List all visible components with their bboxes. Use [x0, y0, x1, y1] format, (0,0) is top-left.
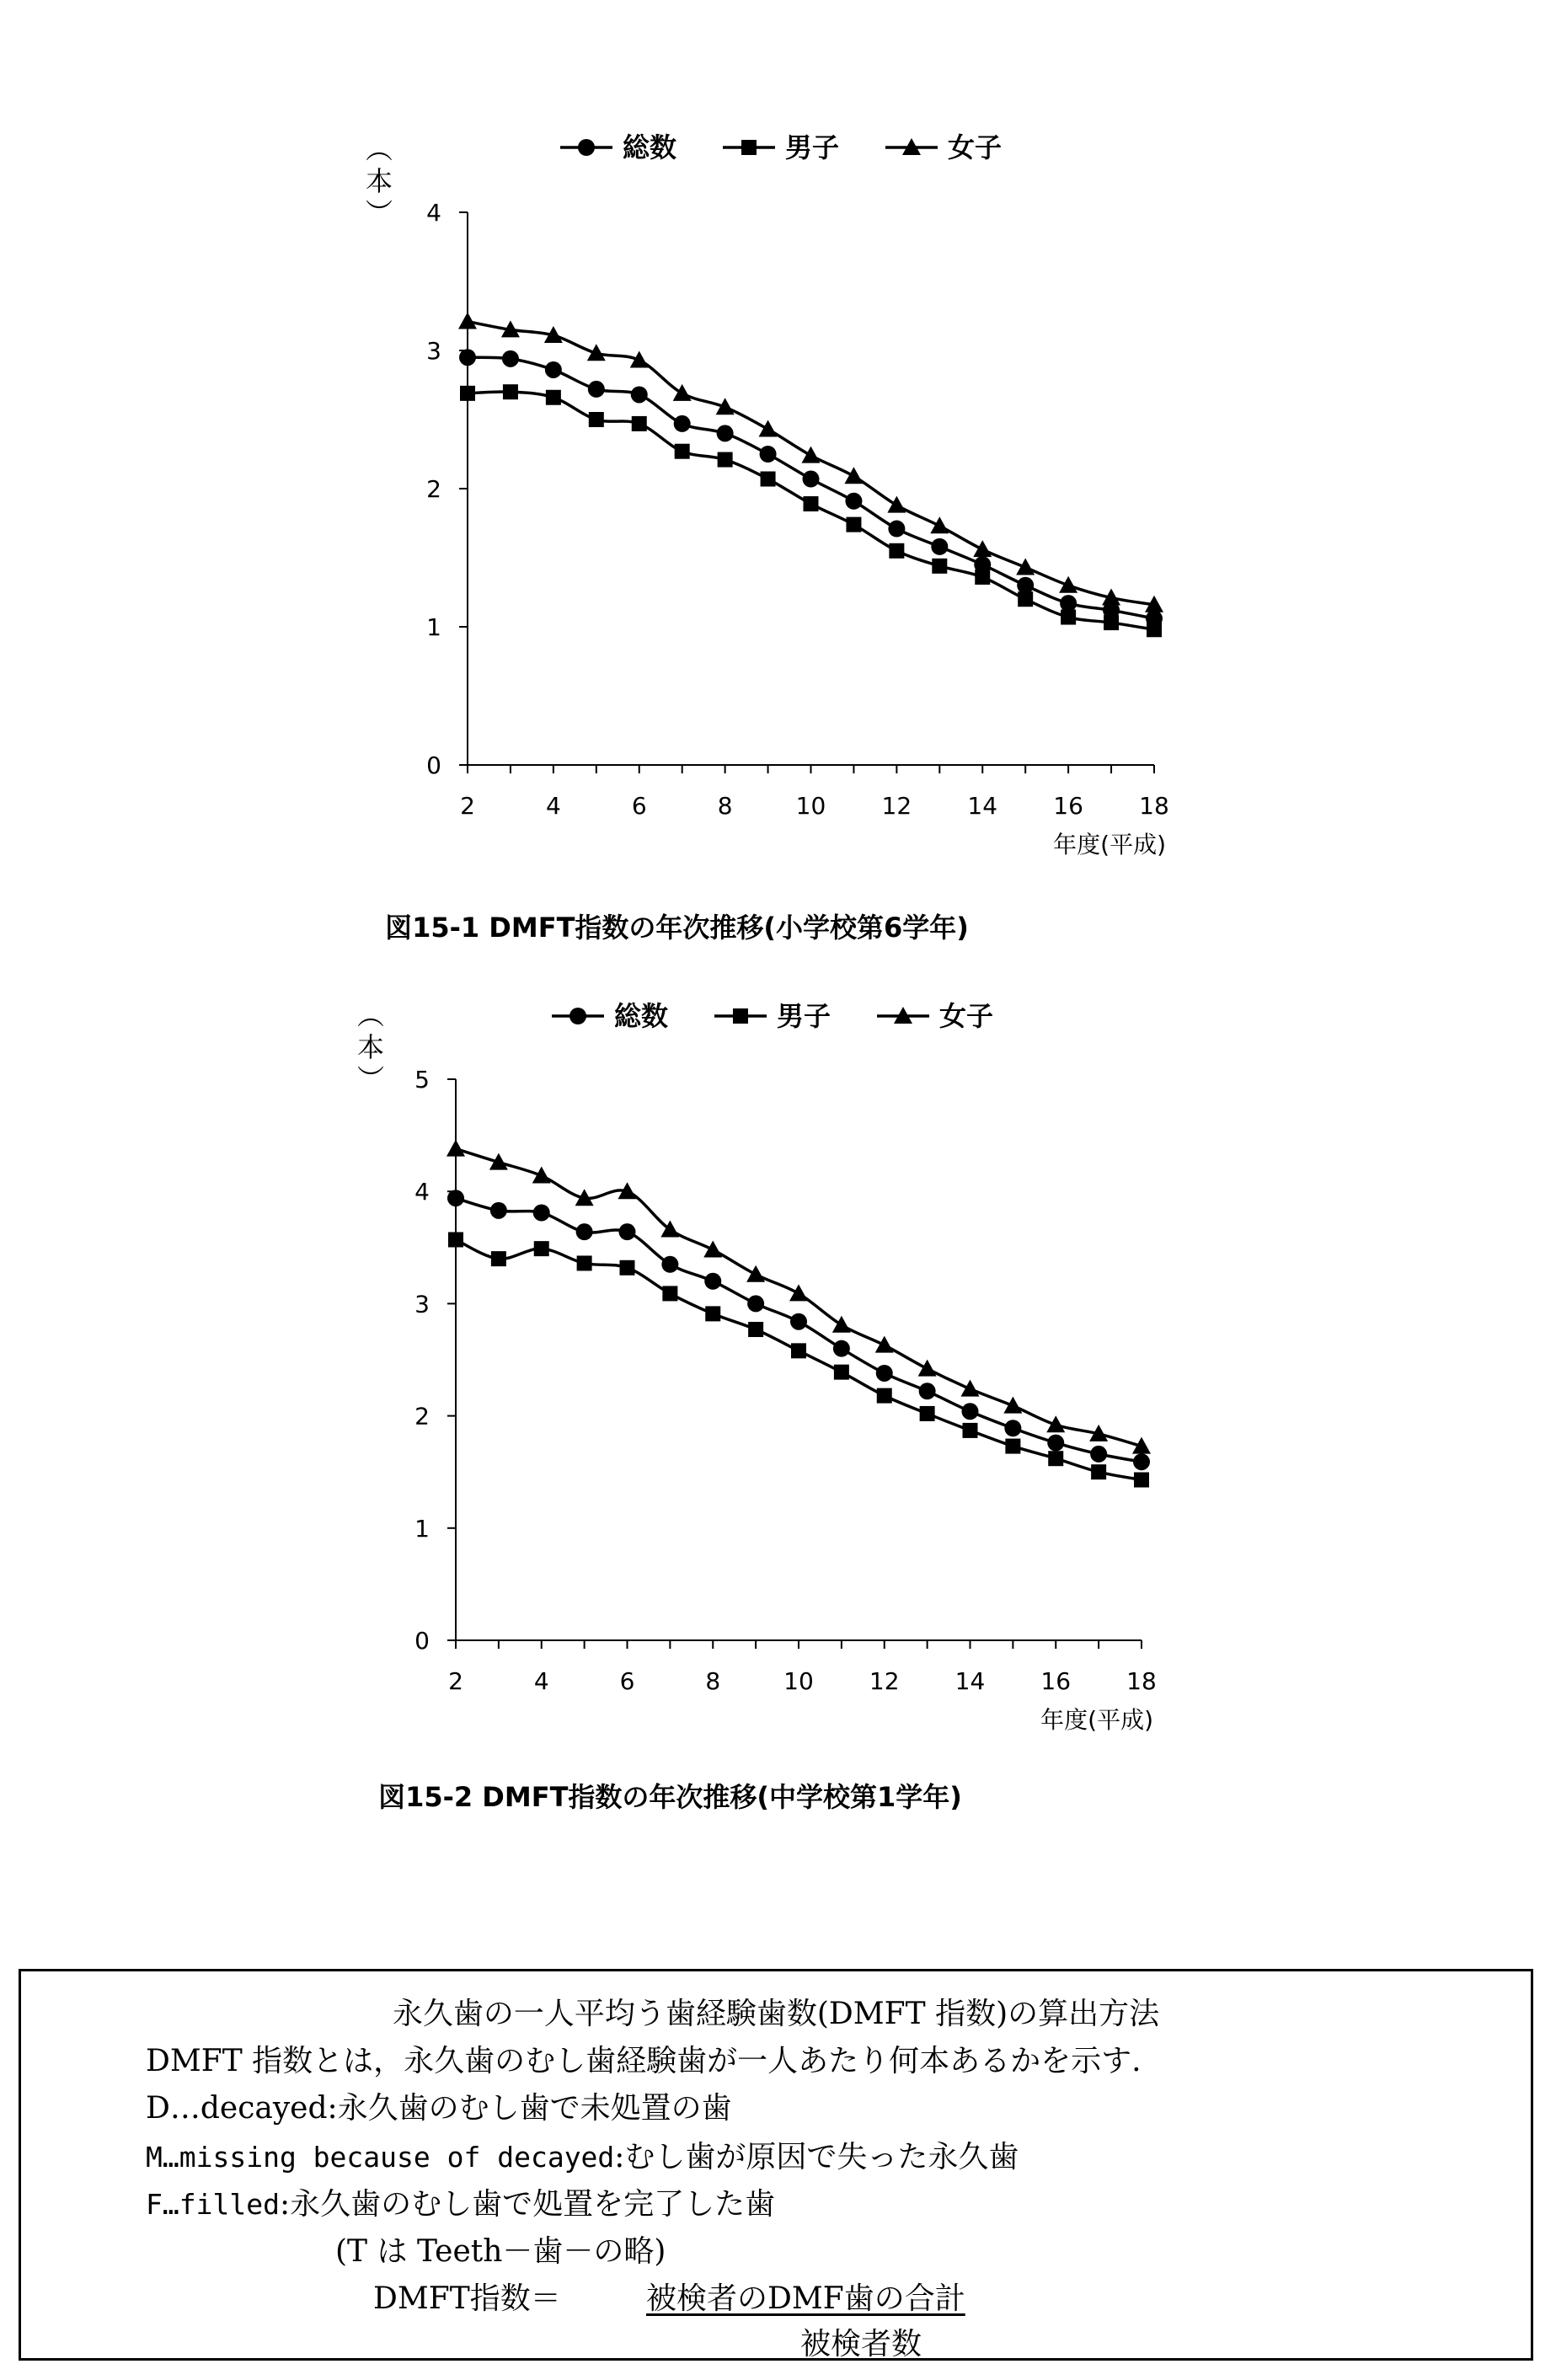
- data-point-circle: [1017, 577, 1034, 594]
- x-tick-label: 18: [1139, 792, 1169, 820]
- y-axis-label-char: ︵: [356, 999, 385, 1031]
- data-point-square: [503, 384, 518, 399]
- data-point-square: [761, 472, 776, 487]
- data-point-square: [889, 543, 904, 559]
- m-text: :むし歯が原因で失った永久歯: [614, 2140, 1019, 2174]
- f-text: :永久歯のむし歯で処置を完了した歯: [279, 2187, 776, 2222]
- data-point-circle: [588, 381, 605, 398]
- legend-marker-circle: [569, 1008, 586, 1024]
- definition-t-note: (T は Teeth－歯－の略): [335, 2234, 666, 2269]
- data-point-square: [589, 412, 604, 427]
- data-point-triangle: [1059, 576, 1077, 593]
- data-point-circle: [1047, 1435, 1064, 1452]
- data-point-circle: [845, 493, 862, 510]
- legend-label: 男子: [785, 131, 840, 163]
- legend-label: 総数: [614, 1000, 669, 1032]
- data-point-square: [632, 416, 647, 431]
- data-point-circle: [1090, 1446, 1107, 1463]
- data-point-square: [460, 386, 475, 401]
- data-point-square: [448, 1232, 463, 1247]
- data-point-square: [1104, 615, 1119, 630]
- data-point-square: [846, 517, 861, 532]
- data-point-square: [975, 570, 990, 585]
- data-point-circle: [576, 1223, 593, 1240]
- data-point-triangle: [832, 1316, 851, 1333]
- definition-f: [146, 2180, 775, 2223]
- data-point-triangle: [844, 467, 863, 484]
- data-point-circle: [447, 1190, 464, 1206]
- x-axis-label: 年度(平成): [1040, 1706, 1153, 1734]
- data-point-triangle: [759, 420, 778, 436]
- data-point-circle: [931, 538, 948, 555]
- definition-title: 永久歯の一人平均う歯経験歯数(DMFT 指数)の算出方法: [392, 1997, 1160, 2031]
- definition-description: DMFT 指数とは，永久歯のむし歯経験歯が一人あたり何本あるかを示す.: [146, 2044, 1142, 2078]
- y-tick-label: 4: [414, 1178, 430, 1206]
- definition-d: [146, 2084, 732, 2127]
- x-tick-label: 14: [967, 792, 998, 820]
- x-tick-label: 16: [1040, 1667, 1072, 1695]
- data-point-circle: [459, 349, 476, 366]
- data-point-square: [1005, 1439, 1020, 1454]
- data-point-triangle: [746, 1265, 765, 1282]
- d-text: :永久歯のむし歯で未処置の歯: [327, 2091, 732, 2126]
- data-point-square: [877, 1388, 892, 1404]
- x-tick-label: 16: [1053, 792, 1083, 820]
- legend-label: 男子: [777, 1000, 831, 1032]
- chart-caption-1: 図15-1 DMFT指数の年次推移(小学校第6学年): [385, 912, 969, 944]
- x-tick-label: 6: [631, 792, 647, 820]
- data-point-triangle: [1016, 558, 1035, 575]
- data-point-triangle: [1003, 1397, 1022, 1414]
- data-point-square: [834, 1365, 849, 1380]
- data-point-circle: [1004, 1420, 1021, 1436]
- data-point-triangle: [918, 1360, 937, 1377]
- data-point-square: [1091, 1464, 1106, 1479]
- f-code: F…filled: [146, 2188, 280, 2221]
- data-point-circle: [619, 1223, 636, 1240]
- chart-caption-2: 図15-2 DMFT指数の年次推移(中学校第1学年): [378, 1781, 962, 1813]
- data-point-circle: [674, 415, 691, 432]
- data-point-circle: [490, 1202, 507, 1219]
- legend-marker-square: [733, 1008, 748, 1024]
- x-tick-label: 2: [448, 1667, 463, 1695]
- formula-lhs: DMFT指数＝: [373, 2281, 561, 2316]
- data-point-triangle: [446, 1140, 465, 1157]
- y-tick-label: 3: [426, 337, 441, 365]
- y-axis-label-char: ︶: [356, 1063, 385, 1095]
- x-tick-label: 8: [705, 1667, 721, 1695]
- x-tick-label: 10: [795, 792, 826, 820]
- data-point-circle: [704, 1273, 721, 1290]
- data-point-square: [718, 452, 733, 468]
- y-axis-label-char: 本: [356, 1031, 385, 1063]
- data-point-square: [491, 1251, 506, 1266]
- data-point-circle: [790, 1313, 807, 1330]
- definition-m: [146, 2133, 1019, 2176]
- x-tick-label: 18: [1126, 1667, 1157, 1695]
- legend-marker-circle: [578, 139, 595, 156]
- legend-marker-square: [741, 140, 757, 155]
- formula-numerator: 被検者のDMF歯の合計: [646, 2281, 965, 2316]
- d-code: D…decayed: [146, 2091, 328, 2126]
- data-point-square: [577, 1255, 592, 1270]
- x-tick-label: 10: [783, 1667, 814, 1695]
- x-tick-label: 2: [460, 792, 475, 820]
- data-point-circle: [1060, 595, 1077, 612]
- data-point-circle: [962, 1403, 979, 1420]
- data-point-circle: [919, 1383, 936, 1399]
- y-tick-label: 4: [426, 199, 441, 227]
- data-point-triangle: [703, 1240, 722, 1257]
- data-point-triangle: [930, 516, 949, 533]
- data-point-circle: [631, 386, 648, 403]
- data-point-triangle: [973, 540, 992, 557]
- data-point-circle: [760, 446, 777, 463]
- series-line-square: [456, 1239, 1142, 1479]
- data-point-triangle: [961, 1380, 980, 1397]
- data-point-triangle: [875, 1336, 894, 1353]
- data-point-square: [920, 1406, 935, 1421]
- legend-label: 総数: [623, 131, 677, 163]
- data-point-circle: [803, 471, 820, 488]
- y-tick-label: 1: [414, 1514, 430, 1543]
- data-point-circle: [533, 1205, 550, 1222]
- data-point-square: [804, 496, 819, 511]
- legend-label: 女子: [948, 131, 1003, 163]
- data-point-circle: [833, 1340, 850, 1357]
- x-axis-label: 年度(平成): [1053, 831, 1166, 858]
- data-point-square: [1061, 610, 1076, 625]
- data-point-square: [534, 1241, 549, 1256]
- data-point-square: [546, 390, 561, 405]
- data-point-circle: [747, 1295, 764, 1312]
- chart-primary-school: [0, 0, 1556, 901]
- x-tick-label: 8: [717, 792, 733, 820]
- data-point-square: [963, 1423, 978, 1438]
- data-point-square: [1048, 1451, 1063, 1466]
- data-point-triangle: [887, 496, 906, 513]
- y-axis-label-char: ︵: [365, 133, 393, 165]
- data-point-circle: [1133, 1453, 1150, 1470]
- data-point-square: [791, 1343, 806, 1358]
- y-tick-label: 0: [426, 751, 441, 779]
- data-point-square: [1134, 1473, 1149, 1488]
- y-tick-label: 2: [414, 1402, 430, 1431]
- data-point-square: [662, 1286, 677, 1301]
- data-point-square: [1147, 622, 1162, 637]
- y-axis-label-char: 本: [365, 165, 393, 197]
- series-line-triangle: [468, 322, 1154, 605]
- y-tick-label: 1: [426, 613, 441, 641]
- dmft-definition-box: [19, 1969, 1533, 2361]
- x-tick-label: 4: [545, 792, 561, 820]
- y-tick-label: 2: [426, 475, 441, 503]
- formula-denominator: 被検者数: [800, 2327, 922, 2361]
- y-tick-label: 0: [414, 1627, 430, 1655]
- data-point-square: [748, 1322, 763, 1337]
- x-tick-label: 4: [533, 1667, 549, 1695]
- data-point-triangle: [458, 313, 477, 329]
- data-point-circle: [502, 350, 519, 367]
- x-tick-label: 12: [869, 1667, 900, 1695]
- m-code: M…missing because of decayed: [146, 2141, 615, 2174]
- legend-label: 女子: [939, 1000, 994, 1032]
- data-point-square: [932, 559, 947, 574]
- data-point-circle: [661, 1256, 678, 1273]
- data-point-square: [705, 1306, 720, 1321]
- data-point-triangle: [789, 1284, 808, 1301]
- data-point-square: [1018, 591, 1033, 607]
- chart-junior-high-school: [0, 977, 1556, 1769]
- data-point-triangle: [673, 384, 692, 401]
- data-point-circle: [888, 521, 905, 538]
- y-tick-label: 5: [414, 1066, 430, 1094]
- data-point-triangle: [802, 447, 821, 463]
- data-point-triangle: [532, 1167, 551, 1184]
- data-point-square: [675, 444, 690, 459]
- x-tick-label: 12: [881, 792, 912, 820]
- x-tick-label: 14: [954, 1667, 986, 1695]
- data-point-square: [620, 1260, 635, 1276]
- data-point-circle: [717, 425, 734, 441]
- y-tick-label: 3: [414, 1290, 430, 1318]
- data-point-circle: [876, 1365, 893, 1382]
- y-axis-label-char: ︶: [365, 197, 393, 229]
- data-point-circle: [545, 361, 562, 378]
- x-tick-label: 6: [619, 1667, 635, 1695]
